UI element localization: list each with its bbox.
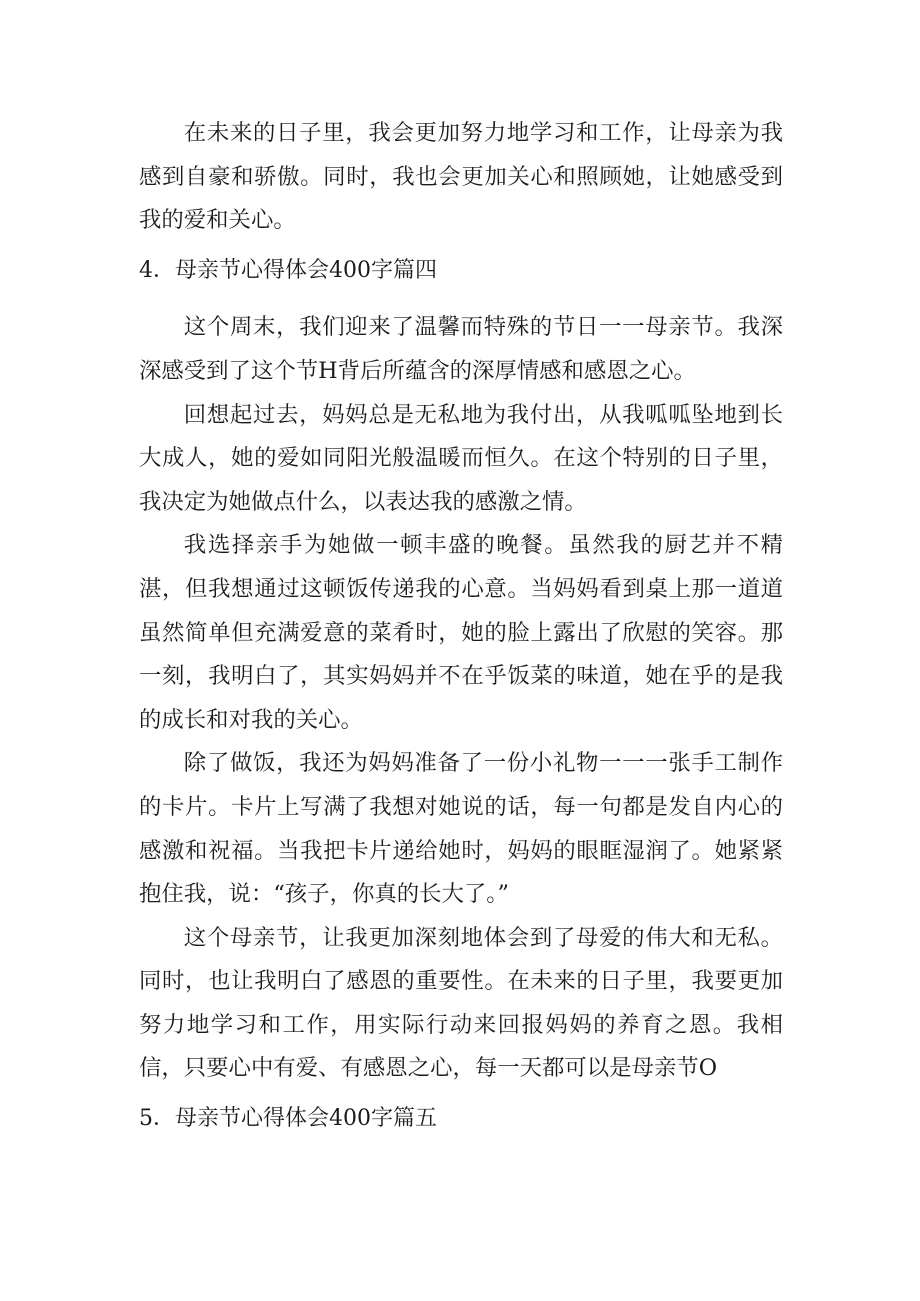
paragraph: 回想起过去，妈妈总是无私地为我付出，从我呱呱坠地到长大成人，她的爱如同阳光般温暖而恒久。在这个特别的日子里，我决定为她做点什么，以表达我的感激之情。: [139, 401, 783, 515]
section-heading-5: 5．母亲节心得体会400字篇五: [139, 1106, 437, 1132]
paragraph: 除了做饭，我还为妈妈准备了一份小礼物一一一张手工制作的卡片。卡片上写满了我想对她说的话，每一句都是发自内心的感激和祝福。当我把卡片递给她时，妈妈的眼眶湿润了。她紧紧抱住我，说：“孩子，你真的长大了。”: [139, 750, 783, 908]
document-body: [139, 112, 783, 1141]
paragraph: 这个周末，我们迎来了温馨而特殊的节日一一母亲节。我深深感受到了这个节H背后所蕴含的深厚情感和感恩之心。: [139, 314, 783, 384]
paragraph: 这个母亲节，让我更加深刻地体会到了母爱的伟大和无私。同时，也让我明白了感恩的重要性。在未来的日子里，我要更加努力地学习和工作，用实际行动来回报妈妈的养育之恩。我相信，只要心中有爱、有感恩之心，每一天都可以是母亲节O: [139, 924, 783, 1082]
section-heading-4: 4．母亲节心得体会400字篇四: [139, 257, 437, 283]
paragraph: 在未来的日子里，我会更加努力地学习和工作，让母亲为我感到自豪和骄傲。同时，我也会更加关心和照顾她，让她感受到我的爱和关心。: [139, 120, 783, 234]
paragraph: 我选择亲手为她做一顿丰盛的晚餐。虽然我的厨艺并不精湛，但我想通过这顿饭传递我的心意。当妈妈看到桌上那一道道虽然简单但充满爱意的菜肴时，她的脸上露出了欣慰的笑容。那一刻，我明白了，其实妈妈并不在乎饭菜的味道，她在乎的是我的成长和对我的关心。: [139, 532, 783, 733]
